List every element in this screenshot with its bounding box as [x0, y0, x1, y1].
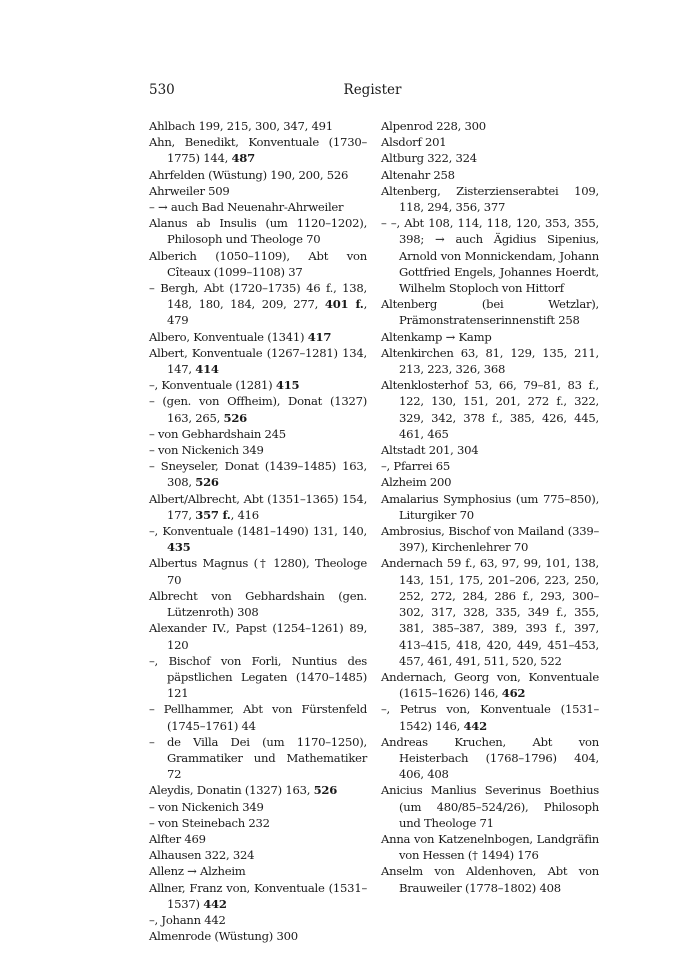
index-entry: Altenkirchen 63, 81, 129, 135, 211, 213, 223, 326, 368 — [381, 345, 599, 377]
index-entry: Almenrode (Wüstung) 300 — [149, 929, 298, 944]
index-entry: Alanus ab Insulis (um 1120–1202), Philosoph und Theologe 70 — [149, 216, 367, 247]
index-entry: Albert/Albrecht, Abt (1351–1365) 154, 177, 357 f., 416 — [149, 491, 367, 522]
index-entry: Andreas Kruchen, Abt von Heisterbach (1768–1796) 404, 406, 408 — [381, 734, 599, 782]
main-reference: 526 — [313, 783, 338, 798]
index-entry: Alberich (1050–1109), Abt von Cîteaux (1099–1108) 37 — [149, 248, 367, 279]
main-reference: 401 f. — [324, 297, 364, 312]
index-entry: Altenberg, Zisterzienserabtei 109, 118, 294, 356, 377 — [381, 183, 599, 215]
main-reference: 414 — [195, 362, 219, 377]
index-entry: Albertus Magnus († 1280), Theologe 70 — [149, 556, 367, 587]
page-header — [149, 82, 596, 102]
index-entry: Albert, Konventuale (1267–1281) 134, 147, 414 — [149, 345, 367, 377]
index-entry: Ahrfelden (Wüstung) 190, 200, 526 — [149, 167, 349, 182]
index-entry: – von Nickenich 349 — [149, 443, 264, 458]
index-entry: – Bergh, Abt (1720–1735) 46 f., 138, 148, 180, 184, 209, 277, 401 f., 479 — [149, 281, 368, 328]
index-entry: – Sneyseler, Donat (1439–1485) 163, 308, 526 — [149, 459, 367, 490]
page-number: 530 — [149, 82, 175, 98]
index-entry: – von Steinebach 232 — [149, 815, 270, 830]
main-reference: 435 — [167, 540, 191, 555]
index-entry: Altenberg (bei Wetzlar), Prämonstratenserinnenstift 258 — [381, 297, 599, 328]
index-entry: Andernach 59 f., 63, 97, 99, 101, 138, 143, 151, 175, 201–206, 223, 250, 252, 272, 284, 286 f., 293, 300–302, 317, 328, 335, 349 f., 355, 381, 385–387, 389, 393 f., 397, 413–415, 418, 420, 449, 451–453, 457, 461, 491, 511, 520, 522 — [381, 556, 599, 668]
index-entry: Ahrweiler 509 — [149, 183, 230, 198]
index-entry: – de Villa Dei (um 1170–1250), Grammatiker und Mathematiker 72 — [149, 734, 367, 782]
index-entry: Anicius Manlius Severinus Boethius (um 480/85–524/26), Philosoph und Theologe 71 — [381, 783, 599, 830]
index-entry: Alpenrod 228, 300 — [381, 119, 486, 133]
main-reference: 442 — [203, 896, 227, 911]
index-column-left — [149, 118, 367, 944]
index-entry: –, Konventuale (1281) 415 — [149, 378, 300, 393]
main-reference: 526 — [223, 410, 247, 425]
index-entry: Altenahr 258 — [381, 167, 455, 182]
index-entry: – –, Abt 108, 114, 118, 120, 353, 355, 398; → auch Ägidius Sipenius, Arnold von Monnickendam, Johann Gottfried Engels, Johannes Hoerdt, Wilhelm Stoploch von Hittorf — [381, 216, 599, 296]
index-entry: Alzheim 200 — [381, 475, 452, 490]
main-reference: 462 — [501, 686, 526, 701]
index-entry: –, Bischof von Forli, Nuntius des päpstlichen Legaten (1470–1485) 121 — [149, 653, 367, 701]
index-entry: Altenkamp → Kamp — [381, 329, 492, 344]
index-entry: – → auch Bad Neuenahr-Ahrweiler — [149, 200, 344, 215]
index-entry: Allner, Franz von, Konventuale (1531–1537) 442 — [149, 880, 367, 911]
index-entry: Ahn, Benedikt, Konventuale (1730–1775) 144, 487 — [149, 135, 367, 166]
index-entry: – (gen. von Offheim), Donat (1327) 163, 265, 526 — [149, 394, 367, 425]
running-head: Register — [343, 82, 402, 98]
index-entry: –, Konventuale (1481–1490) 131, 140, 435 — [149, 524, 367, 555]
index-entry: Albero, Konventuale (1341) 417 — [149, 329, 332, 344]
index-entry: Alhausen 322, 324 — [149, 848, 255, 863]
main-reference: 415 — [275, 378, 300, 393]
index-entry: Ahlbach 199, 215, 300, 347, 491 — [149, 119, 333, 133]
index-entry: Altburg 322, 324 — [381, 151, 477, 166]
index-entry: Allenz → Alzheim — [149, 864, 246, 879]
index-entry: –, Pfarrei 65 — [381, 459, 451, 474]
index-entry: Albrecht von Gebhardshain (gen. Lützenroth) 308 — [149, 588, 367, 620]
main-reference: 526 — [195, 475, 219, 490]
index-entry: Alexander IV., Papst (1254–1261) 89, 120 — [149, 621, 367, 652]
main-reference: 487 — [231, 151, 255, 166]
index-entry: – von Nickenich 349 — [149, 799, 264, 814]
index-entry: Anna von Katzenelnbogen, Landgräfin von Hessen († 1494) 176 — [381, 831, 599, 863]
index-entry: Andernach, Georg von, Konventuale (1615–1626) 146, 462 — [381, 669, 599, 701]
main-reference: 357 f. — [195, 507, 231, 522]
index-entry: Ambrosius, Bischof von Mailand (339–397), Kirchenlehrer 70 — [381, 524, 599, 555]
index-entry: Alfter 469 — [149, 831, 206, 846]
index-entry: –, Johann 442 — [149, 912, 226, 927]
index-entry: Amalarius Symphosius (um 775–850), Liturgiker 70 — [381, 491, 599, 522]
main-reference: 442 — [463, 718, 487, 733]
index-entry: – Pellhammer, Abt von Fürstenfeld (1745–1761) 44 — [149, 702, 367, 733]
index-entry: Aleydis, Donatin (1327) 163, 526 — [149, 783, 338, 798]
index-entry: Altstadt 201, 304 — [381, 443, 479, 458]
index-entry: Anselm von Aldenhoven, Abt von Brauweiler (1778–1802) 408 — [381, 864, 599, 895]
index-column-right — [381, 118, 599, 896]
index-entry: –, Petrus von, Konventuale (1531–1542) 146, 442 — [381, 702, 599, 733]
index-entry: Altenklosterhof 53, 66, 79–81, 83 f., 122, 130, 151, 201, 272 f., 322, 329, 342, 378 f., 385, 426, 445, 461, 465 — [381, 378, 599, 441]
index-entry: – von Gebhardshain 245 — [149, 426, 286, 441]
index-entry: Alsdorf 201 — [381, 135, 447, 150]
main-reference: 417 — [307, 329, 332, 344]
